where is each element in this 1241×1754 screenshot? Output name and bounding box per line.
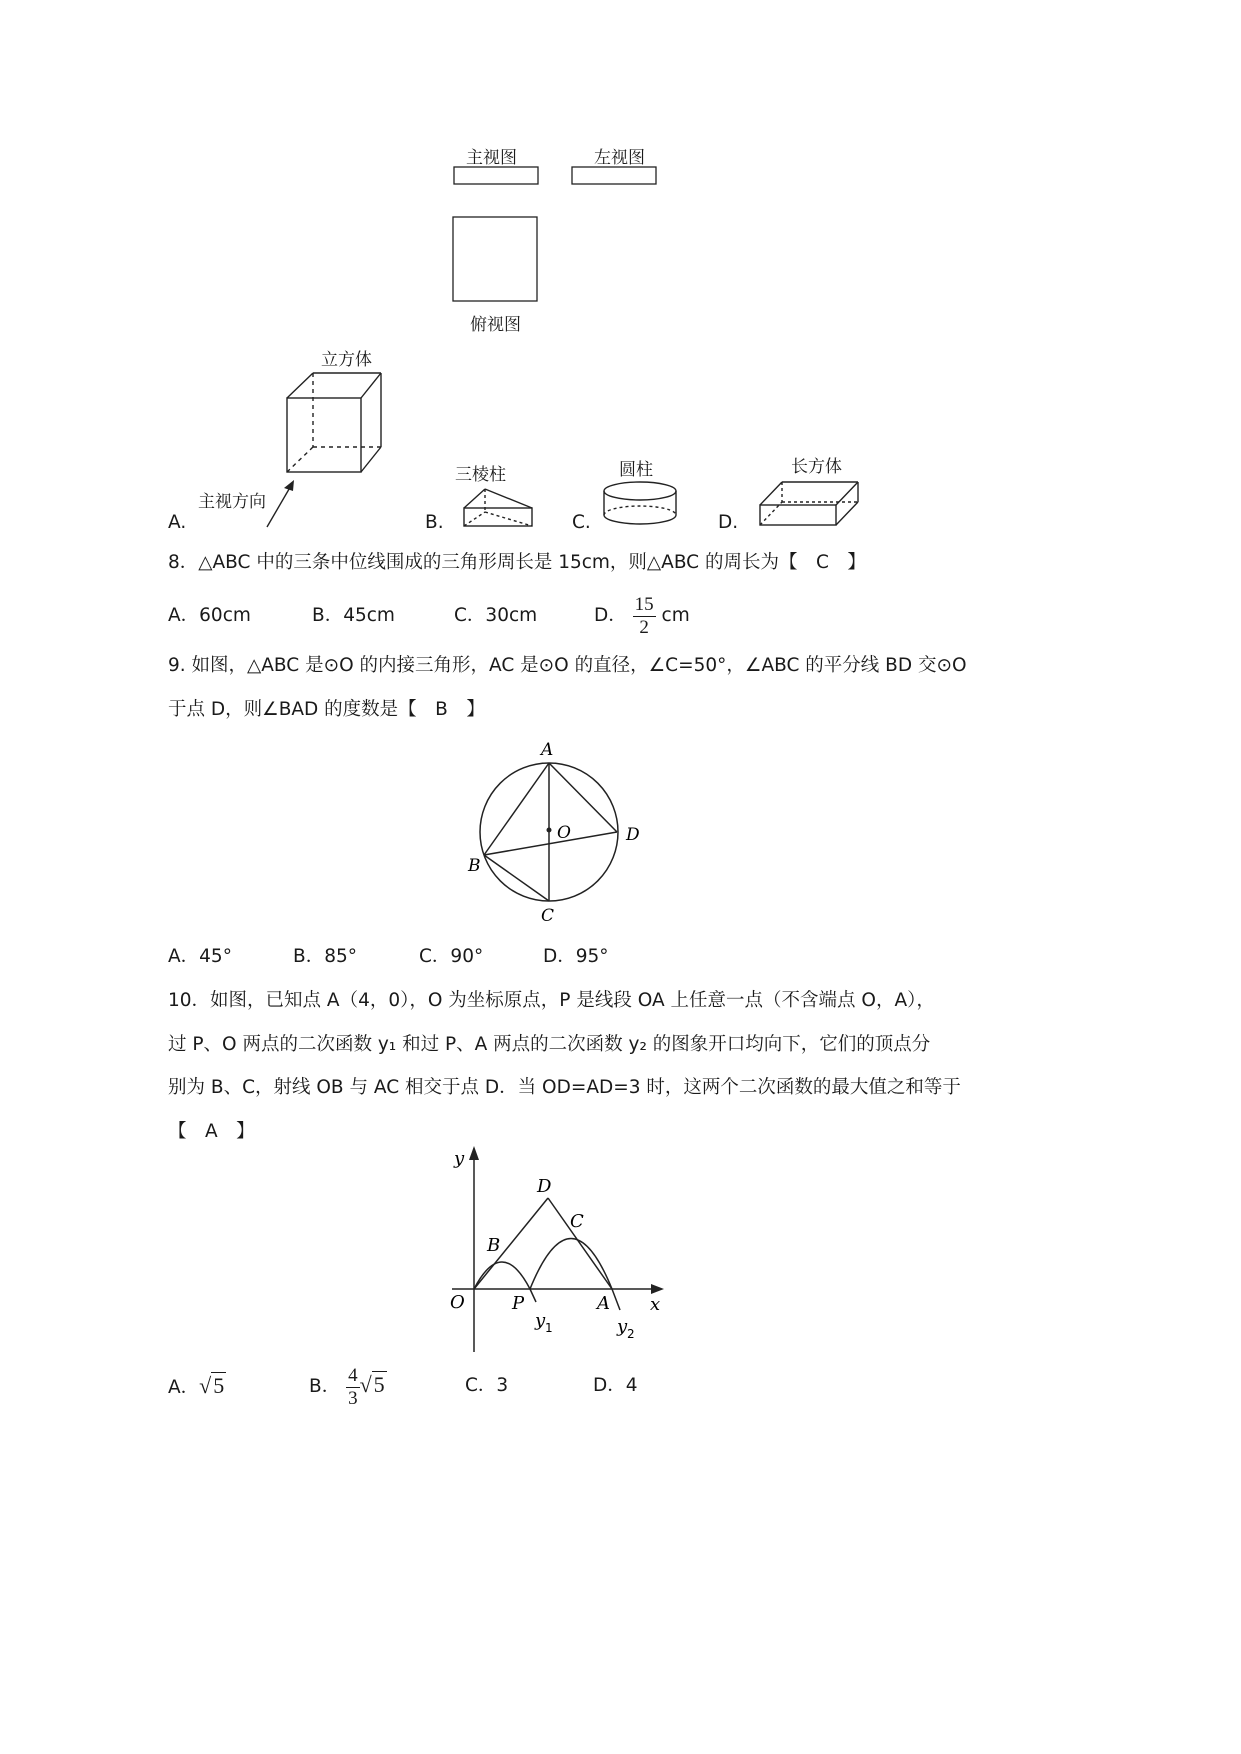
circle-point-d: D: [626, 825, 640, 845]
q8-option-c: C．30cm: [454, 605, 538, 626]
q10-option-b: B． $\frac{4}{3}$ √5: [309, 1364, 385, 1409]
circle-point-b: B: [468, 856, 481, 876]
point-label-p: P: [512, 1293, 525, 1314]
q10-option-c: C．3: [465, 1375, 509, 1396]
point-label-d: D: [537, 1176, 552, 1197]
q8-option-a: A．60cm: [168, 605, 251, 626]
circle-point-c: C: [541, 906, 555, 926]
q9-option-b: B．85°: [293, 946, 357, 967]
cuboid-label: 长方体: [791, 457, 842, 477]
q9-option-a: A．45°: [168, 946, 232, 967]
circle-point-a: A: [541, 740, 554, 760]
cube-label: 立方体: [321, 350, 372, 370]
line-od: [474, 1198, 548, 1289]
q10-text-line2: 过 P、O 两点的二次函数 y₁ 和过 P、A 两点的二次函数 y₂ 的图象开口均向下，它们的顶点分: [168, 1034, 931, 1055]
front-view-label: 主视图: [466, 148, 517, 168]
cylinder-label: 圆柱: [619, 460, 653, 480]
q9-text-line2: 于点 D，则∠BAD 的度数是【 B 】: [168, 699, 485, 720]
q10-text-line3: 别为 B、C，射线 OB 与 AC 相交于点 D．当 OD=AD=3 时，这两个二次函数的最大值之和等于: [168, 1077, 961, 1098]
left-view-label: 左视图: [594, 148, 645, 168]
q9-text-line1: 9. 如图，△ABC 是⊙O 的内接三角形，AC 是⊙O 的直径，∠C=50°，∠ABC 的平分线 BD 交⊙O: [168, 655, 967, 676]
q10-option-d: D．4: [593, 1375, 638, 1396]
prism-label: 三棱柱: [455, 465, 506, 485]
parabola-y1: [474, 1262, 536, 1302]
q9-option-d: D．95°: [543, 946, 609, 967]
curve-label-y1-sub: 1: [545, 1321, 553, 1335]
point-label-a: A: [597, 1293, 610, 1314]
point-label-c: C: [570, 1211, 584, 1232]
q10-text-line4: 【 A 】: [168, 1121, 255, 1142]
q8-option-d: D． $\frac{15}{2}$ cm: [594, 593, 690, 638]
q8-option-b: B．45cm: [312, 605, 395, 626]
axis-label-x: x: [650, 1294, 661, 1315]
curve-label-y2-sub: 2: [627, 1327, 635, 1341]
circle-center-o: O: [557, 823, 571, 843]
q10-text-line1: 10．如图，已知点 A（4，0），O 为坐标原点，P 是线段 OA 上任意一点（不含端点 O，A），: [168, 990, 935, 1011]
point-label-o: O: [450, 1292, 465, 1313]
q8-text: 8．△ABC 中的三条中位线围成的三角形周长是 15cm，则△ABC 的周长为【 C 】: [168, 552, 866, 573]
q7-option-c-letter: C.: [572, 512, 591, 533]
top-view-label: 俯视图: [470, 315, 521, 335]
q7-option-b-letter: B.: [425, 512, 444, 533]
q10-option-a: A．√5: [168, 1373, 225, 1398]
curve-label-y2: y: [617, 1316, 628, 1337]
front-direction-label: 主视方向: [198, 492, 266, 512]
q7-option-d-letter: D.: [718, 512, 739, 533]
axis-label-y: y: [454, 1148, 465, 1169]
q9-option-c: C．90°: [419, 946, 484, 967]
point-label-b: B: [487, 1235, 501, 1256]
q7-option-a-letter: A.: [168, 512, 187, 533]
curve-label-y1: y: [535, 1310, 546, 1331]
